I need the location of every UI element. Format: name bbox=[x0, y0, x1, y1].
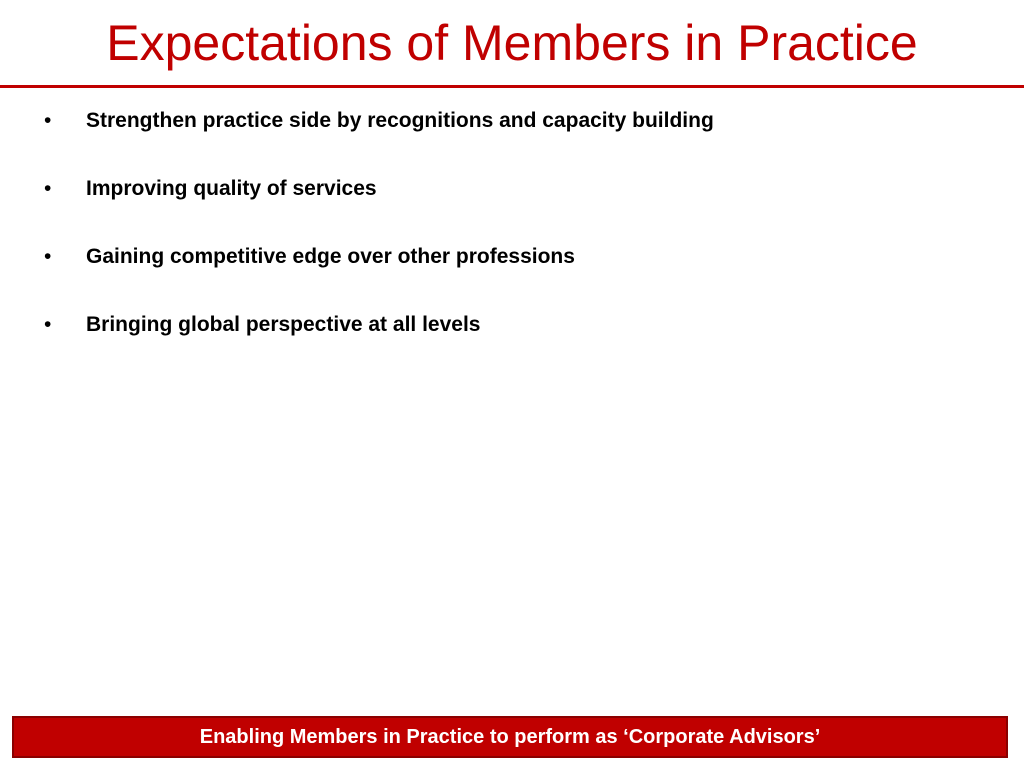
bullet-text: Improving quality of services bbox=[86, 177, 377, 200]
list-item bbox=[44, 310, 714, 378]
bullet-text: Gaining competitive edge over other professions bbox=[86, 245, 575, 268]
slide-title: Expectations of Members in Practice bbox=[106, 15, 918, 71]
bullet-text: Strengthen practice side by recognitions and capacity building bbox=[86, 109, 714, 132]
list-item bbox=[44, 106, 714, 174]
title-divider bbox=[0, 85, 1024, 88]
bullet-list bbox=[44, 106, 714, 378]
bullet-text: Bringing global perspective at all levels bbox=[86, 313, 481, 336]
bullet-icon: • bbox=[44, 109, 52, 132]
bullet-icon: • bbox=[44, 313, 52, 336]
list-item bbox=[44, 242, 714, 310]
footer-text: Enabling Members in Practice to perform as ‘Corporate Advisors’ bbox=[199, 725, 821, 748]
list-item bbox=[44, 174, 714, 242]
bullet-icon: • bbox=[44, 245, 52, 268]
bullet-icon: • bbox=[44, 177, 52, 200]
footer-banner bbox=[12, 716, 1008, 758]
